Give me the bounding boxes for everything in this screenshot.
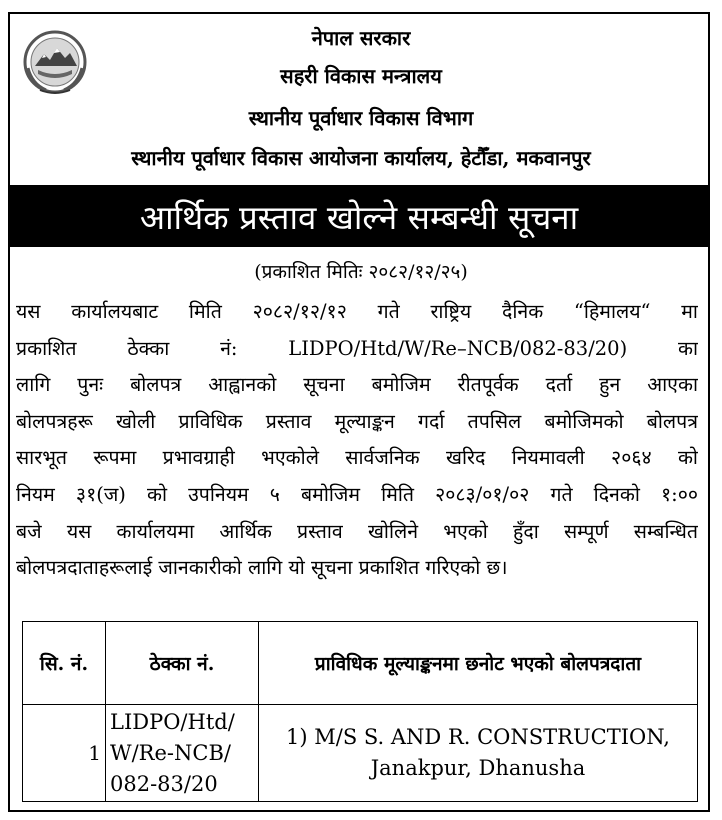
notice-body-line: लागि पुनः बोलपत्र आह्वानको सूचना बमोजिम रीतपूर्वक दर्ता हुन आएका: [16, 373, 698, 397]
notice-body-line: बजे यस कार्यालयमा आर्थिक प्रस्ताव खोलिने भएको हुँदा सम्पूर्ण सम्बन्धित: [16, 519, 698, 543]
header-serial-number: सि. नं.: [23, 622, 106, 705]
cell-bidder: 1) M/S S. AND R. CONSTRUCTION, Janakpur, Dhanusha: [259, 705, 698, 802]
bidder-table: [22, 621, 698, 802]
header-selected-bidder: प्राविधिक मूल्याङ्कनमा छनोट भएको बोलपत्रदाता: [259, 622, 698, 705]
published-date: (प्रकाशित मितिः २०८२/१२/२५): [254, 261, 468, 283]
header-line-ministry: सहरी विकास मन्त्रालय: [280, 64, 442, 88]
header-line-government: नेपाल सरकार: [311, 26, 411, 50]
notice-body-line: नियम ३१(ज) को उपनियम ५ बमोजिम मिति २०८३/०१/०२ गते दिनको १:००: [16, 482, 698, 506]
notice-title-banner: [10, 185, 708, 247]
notice-body-line: बोलपत्रदाताहरूलाई जानकारीको लागि यो सूचना प्रकाशित गरिएको छ।: [16, 556, 508, 580]
notice-body-line: यस कार्यालयबाट मिति २०८२/१२/१२ गते राष्ट्रिय दैनिक “हिमालय“ मा: [16, 300, 698, 323]
cell-contract-number: LIDPO/Htd/ W/Re-NCB/ 082-83/20: [106, 705, 259, 802]
notice-body: [16, 294, 698, 587]
notice-body-line: प्रकाशित ठेक्का नं: LIDPO/Htd/W/Re–NCB/082-83/20) का: [16, 336, 698, 360]
cell-serial-number: 1: [23, 705, 106, 802]
header-line-office: स्थानीय पूर्वाधार विकास आयोजना कार्यालय, हेटौँडा, मकवानपुर: [131, 146, 591, 170]
table-header-row: [23, 622, 698, 705]
header-line-department: स्थानीय पूर्वाधार विकास विभाग: [248, 106, 474, 130]
table-row: [23, 705, 698, 802]
notice-body-line: सारभूत रूपमा प्रभावग्राही भएकोले सार्वजनिक खरिद नियमावली २०६४ को: [16, 446, 698, 470]
notice-title: आर्थिक प्रस्ताव खोल्ने सम्बन्धी सूचना: [139, 197, 579, 237]
header-contract-number: ठेक्का नं.: [106, 622, 259, 705]
notice-body-line: बोलपत्रहरू खोली प्राविधिक प्रस्ताव मूल्याङ्कन गर्दा तपसिल बमोजिमको बोलपत्र: [16, 409, 698, 433]
